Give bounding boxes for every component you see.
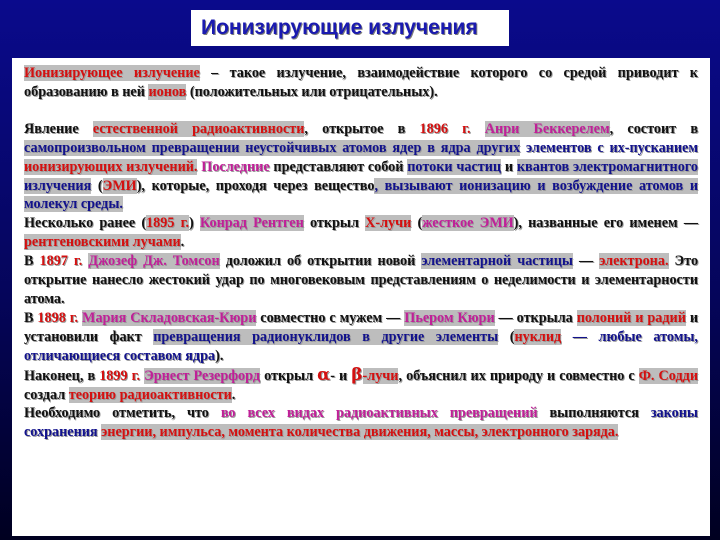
paragraph-curie bbox=[24, 309, 698, 366]
text: — любые атомы, отличающиеся составом ядра bbox=[24, 328, 698, 364]
text: ), названные его именем — bbox=[513, 215, 699, 232]
term-ionizing-radiation: Ионизирующее излучение bbox=[24, 65, 200, 81]
term-roentgen-rays: рентгеновскими лучами bbox=[24, 234, 181, 251]
term-ions: ионов bbox=[148, 83, 187, 100]
text: Несколько ранее ( bbox=[24, 215, 147, 232]
text bbox=[471, 121, 485, 137]
year-1896: 1896 г. bbox=[419, 120, 471, 137]
text: , которые, проходя через вещество bbox=[141, 177, 375, 194]
term-spontaneous-transformation: самопроизвольном превращении неустойчивых атомов ядер в ядра других bbox=[24, 139, 521, 156]
name-rutherford: Эрнест Резерфорд bbox=[144, 367, 261, 384]
text: доложил об открытии новой bbox=[219, 253, 422, 270]
term-ionizing-emissions: ионизирующих излучений. bbox=[24, 158, 198, 175]
year-1899: 1899 г. bbox=[99, 367, 141, 384]
term-ionization-excitation: , вызывают ионизацию и возбуждение атомов и молекул среды. bbox=[24, 177, 699, 213]
term-particle-streams: потоки частиц bbox=[407, 158, 502, 175]
paragraph-conservation bbox=[24, 404, 698, 442]
text: , объяснил их природу и совместно с bbox=[398, 367, 639, 384]
term-all-transformations: во всех видах радиоактивных превращений bbox=[220, 405, 538, 422]
text: создал bbox=[24, 386, 69, 403]
term-rays: -лучи bbox=[362, 367, 399, 384]
year-1898: 1898 г. bbox=[37, 309, 79, 326]
year-1895: 1895 г. bbox=[146, 215, 190, 232]
term-natural-radioactivity: естественной радиоактивности bbox=[92, 120, 305, 137]
paragraph-gap bbox=[24, 102, 698, 120]
name-sklodowska-curie: Мария Складовская-Кюри bbox=[82, 309, 257, 326]
text: ( bbox=[498, 328, 515, 345]
text: . bbox=[180, 234, 185, 251]
text: Это открытие нанесло жестокий удар по многовековым представлениям о неделимости и элементарности атома. bbox=[24, 253, 699, 307]
text: В bbox=[24, 309, 38, 326]
text: Необходимо отметить, что bbox=[24, 405, 221, 422]
text: — открыла bbox=[494, 309, 577, 326]
alpha-symbol: α bbox=[317, 364, 331, 385]
term-conservation-laws: законы сохранения bbox=[24, 405, 698, 441]
text: ) bbox=[136, 177, 142, 194]
text: ( bbox=[411, 215, 423, 232]
text: представляют собой bbox=[269, 158, 408, 175]
text: - и bbox=[330, 367, 352, 384]
text: открыл bbox=[260, 367, 318, 384]
term-em-quanta: квантов электромагнитного излучения bbox=[24, 158, 698, 194]
slide-title: Ионизирующие излучения bbox=[201, 16, 478, 39]
term-nuclide: нуклид bbox=[514, 328, 562, 345]
paragraph-definition bbox=[24, 64, 698, 102]
term-polonium-radium: полоний и радий bbox=[576, 309, 686, 326]
text: ). bbox=[215, 347, 224, 364]
text: Последние bbox=[197, 158, 270, 175]
term-conserved-quantities: энергии, импульса, момента количества движения, массы, электронного заряда. bbox=[101, 424, 619, 441]
text: , состоит в bbox=[609, 120, 699, 137]
term-radioactivity-theory: теорию радиоактивности bbox=[68, 386, 232, 403]
term-x-rays: Х-лучи bbox=[365, 215, 412, 232]
name-thomson: Джозеф Дж. Томсон bbox=[88, 253, 220, 270]
text: ( bbox=[91, 177, 103, 194]
name-pierre-curie: Пьером Кюри bbox=[404, 309, 495, 326]
term-electron: электрона. bbox=[599, 253, 669, 270]
text: Явление bbox=[24, 120, 93, 137]
text: и установили факт bbox=[24, 309, 699, 345]
name-soddy: Ф. Содди bbox=[638, 367, 698, 384]
text: (положительных или отрицательных). bbox=[186, 83, 438, 100]
title-box bbox=[191, 10, 509, 46]
text: выполняются bbox=[537, 405, 651, 422]
content-panel bbox=[12, 58, 710, 536]
text: — bbox=[572, 253, 600, 270]
paragraph-radioactivity bbox=[24, 120, 698, 215]
text: ) bbox=[189, 215, 200, 232]
term-emi: ЭМИ bbox=[102, 177, 137, 194]
name-roentgen: Конрад Рентген bbox=[199, 215, 304, 232]
text: элементов с их-пусканием bbox=[520, 139, 698, 156]
paragraph-thomson bbox=[24, 252, 698, 309]
text: , открытое в bbox=[304, 120, 420, 137]
term-elementary-particle: элементарной частицы bbox=[421, 253, 573, 270]
term-hard-emi: жесткое ЭМИ bbox=[422, 215, 514, 232]
text: . bbox=[231, 386, 236, 403]
term-radionuclide-transformation: превращения радионуклидов в другие элементы bbox=[153, 328, 499, 345]
paragraph-rutherford bbox=[24, 366, 698, 405]
text: совместно с мужем — bbox=[256, 309, 405, 326]
text: Наконец, в bbox=[24, 367, 100, 384]
text: и bbox=[501, 158, 517, 175]
year-1897: 1897 г. bbox=[39, 253, 83, 270]
beta-symbol: β bbox=[351, 364, 363, 385]
text: – такое излучение, взаимодействие которого со средой приводит к образованию в ней bbox=[24, 65, 698, 100]
text: В bbox=[24, 253, 40, 270]
text: открыл bbox=[303, 215, 366, 232]
name-becquerel: Анри Беккерелем bbox=[484, 120, 610, 137]
paragraph-roentgen bbox=[24, 214, 698, 252]
